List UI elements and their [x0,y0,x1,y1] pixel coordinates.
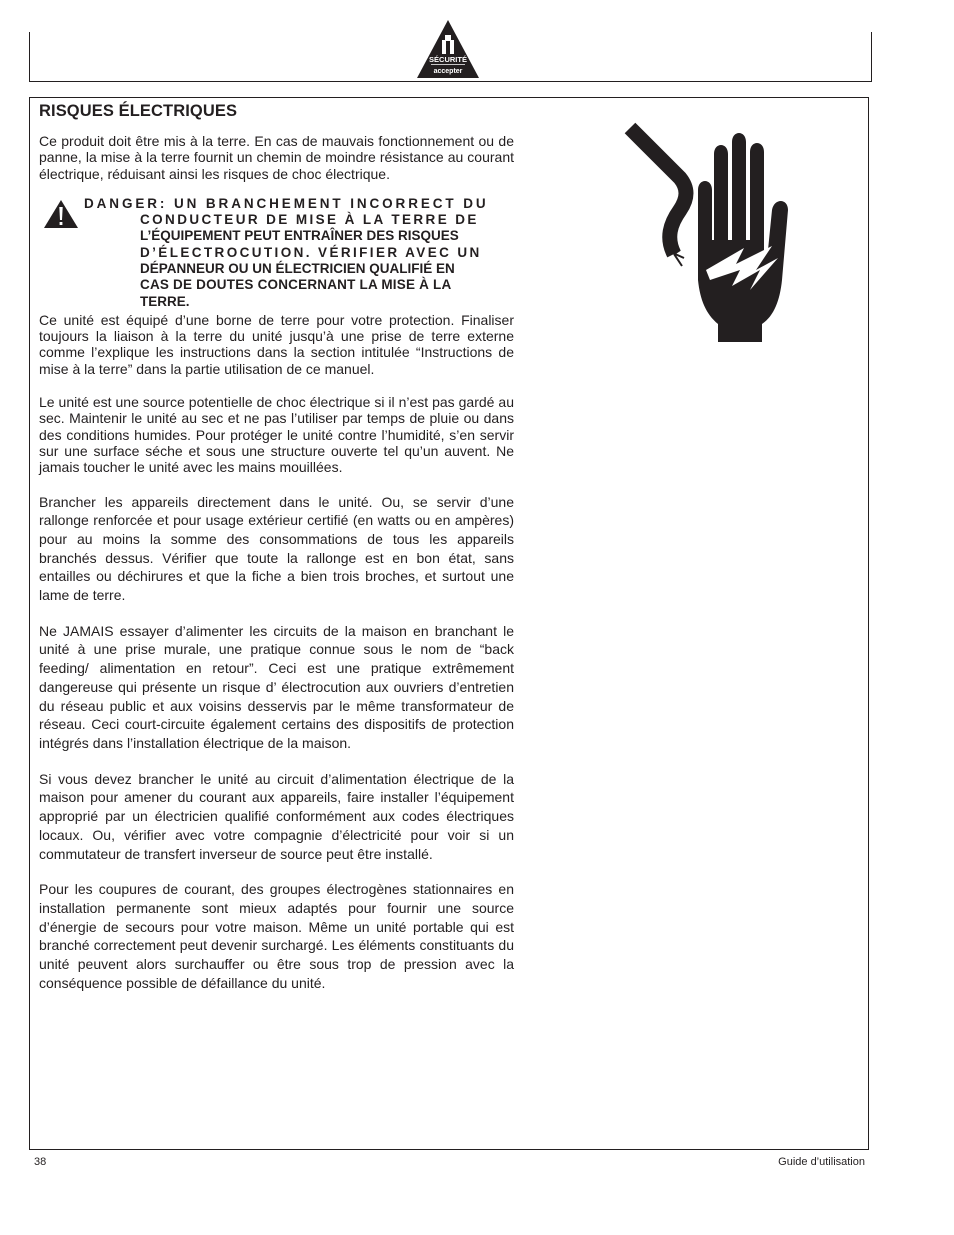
paragraph-grounding: Ce produit doit être mis à la terre. En cas de mauvais fonctionnement ou de panne, la mise à la terre fournit un chemin de moindre résistance au courant électrique, réduisant ainsi les risques de choc électrique. [39,133,514,182]
section-title: RISQUES ÉLECTRIQUES [39,102,238,120]
badge-word-1: SÉCURITÉ [429,55,467,64]
electric-shock-hand-icon [622,120,804,344]
danger-notice [39,196,514,312]
badge-word-2: accepter [433,68,463,75]
danger-line: D’ÉLECTROCUTION. VÉRIFIER AVEC UN [140,244,482,260]
page-number: 38 [34,1156,47,1168]
paragraph-back-feeding: Ne JAMAIS essayer d’alimenter les circuits de la maison en branchant le unité à une prise murale, une pratique connue sous le nom de “back feeding/ alimentation en retour”. Ceci est une pratique extrêmement dangereuse qui présente un risque d’ électrocution aux ouvriers d’entretien du réseau public et aux voisins desservis par le même transformateur de réseau. Ceci court-circuite également certains des dispositifs de protection intégrés dans l’installation électrique de la maison. [39,622,514,751]
paragraph-keep-dry: Le unité est une source potentielle de choc électrique si il n’est pas gardé au sec. Maintenir le unité au sec et ne pas l’utiliser par temps de pluie ou dans des conditions humides. Pour protéger le unité contre l’humidité, s’en servir sur une surface séche et sous une structure ouverte tel qu’un auvent. Ne jamais toucher le unité avec les mains mouillées. [39,394,514,476]
text-column [39,100,514,992]
danger-line: DANGER: UN BRANCHEMENT INCORRECT DU [84,195,489,211]
paragraph-extension-cord: Brancher les appareils directement dans le unité. Ou, se servir d’une rallonge renforcée et pour usage extérieur certifié (en watts ou en ampères) pour au moins la somme des consommations de tous les appareils branchés dessus. Vérifier que toute la rallonge est en bon état, sans entailles ou déchirures et que la fiche a bien trois broches, et surtout une lame de terre. [39,493,514,604]
safety-badge [415,18,481,80]
paragraph-ground-terminal: Ce unité est équipé d’une borne de terre pour votre protection. Finaliser toujours la liaison à la terre du unité jusqu’à une prise de terre externe comme l’explique les instructions dans la section intitulée “Instructions de mise à la terre” dans la partie utilisation de ce manuel. [39,311,514,377]
paragraph-transfer-switch: Si vous devez brancher le unité au circuit d’alimentation électrique de la maison pour amener du courant aux appareils, faire installer l’équipement approprié par un électricien qualifié conformément aux codes électriques locaux. Ou, vérifier avec votre compagnie d’électricité pour voir si un commutateur de transfert inverseur de source peut être installé. [39,770,514,862]
document-title: Guide d’utilisation [778,1156,865,1168]
paragraph-standby-generators: Pour les coupures de courant, des groupes électrogènes stationnaires en installation permanente sont mieux adaptés pour fournir une source d’énergie de secours pour votre maison. Même un unité portable qui est branché correctement peut devenir surchargé. Les éléments constituants du unité peuvent alors surchauffer ou être sous trop de pression avec la conséquence possible de défaillance du unité. [39,881,514,991]
danger-line: CONDUCTEUR DE MISE À LA TERRE DE [140,212,479,228]
danger-line: DÉPANNEUR OU UN ÉLECTRICIEN QUALIFIÉ EN [140,261,455,277]
danger-line: L’ÉQUIPEMENT PEUT ENTRAÎNER DES RISQUES [140,228,459,244]
warning-triangle-icon [43,199,79,229]
danger-line: TERRE. [140,293,190,309]
danger-line: CAS DE DOUTES CONCERNANT LA MISE À LA [140,277,452,293]
danger-text [83,196,514,310]
